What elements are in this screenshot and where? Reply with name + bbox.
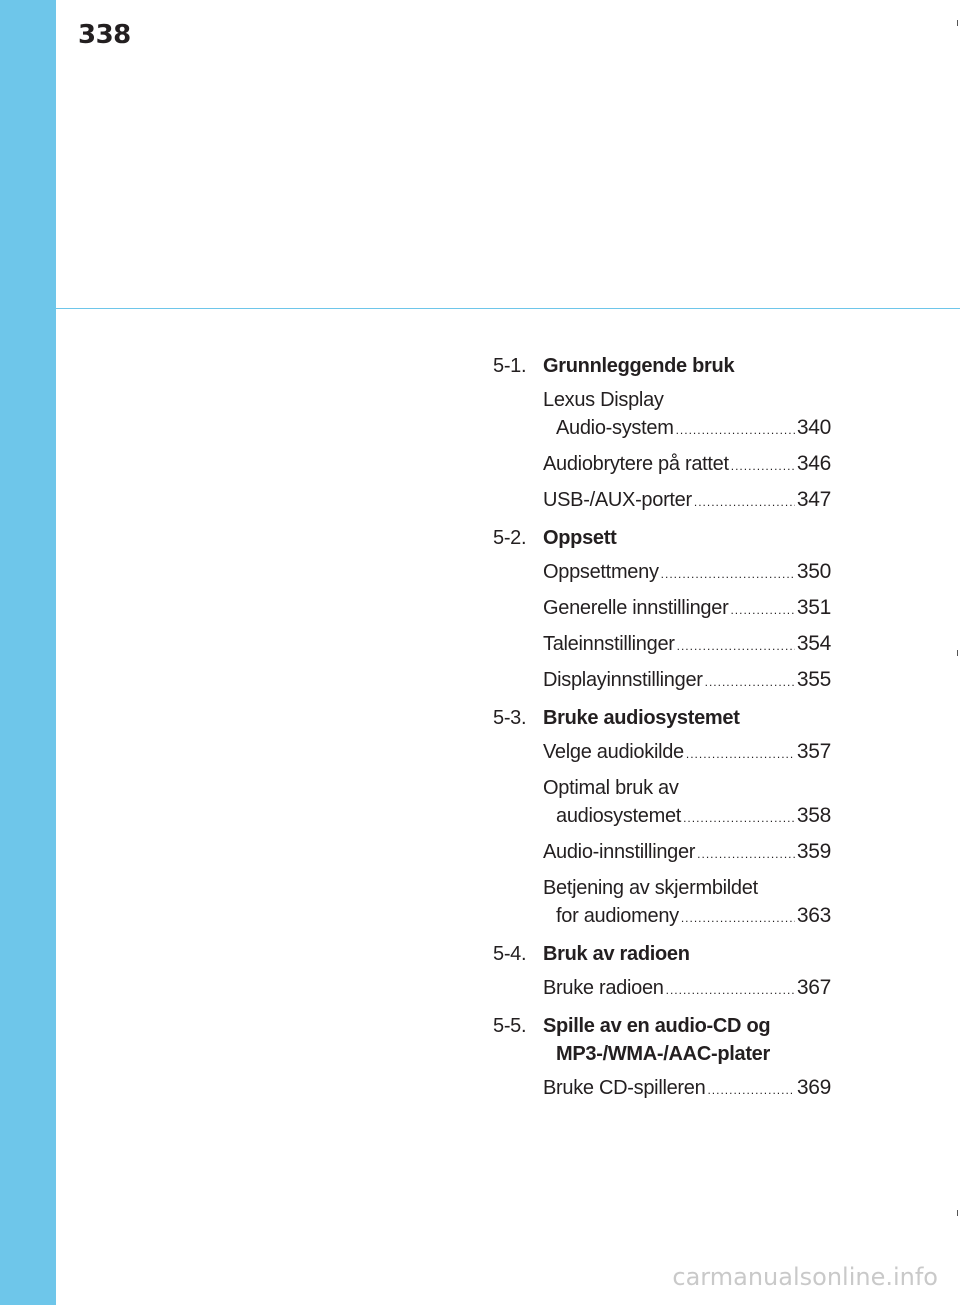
toc-entry-line [543,902,831,932]
section-title-line: MP3-/WMA-/AAC-plater [556,1043,770,1065]
toc-entry-label: Bruke CD-spilleren [543,1077,706,1099]
toc-page-number: 355 [796,668,831,691]
toc-entry-line [543,630,831,660]
toc-section [493,940,831,1004]
section-number: 5-2. [493,527,527,549]
section-title-line: Grunnleggende bruk [543,355,735,377]
toc-entry-label: Audio-system [556,417,674,439]
toc-entry-label: for audiomeny [556,905,679,927]
toc-page-number: 346 [796,452,831,475]
toc-entry-label: Generelle innstillinger [543,597,729,619]
edge-tick-top [957,20,958,26]
toc-entry-line [543,486,831,516]
toc-page-number: 369 [796,1076,831,1099]
section-title [543,704,831,732]
toc-entry[interactable] [543,774,831,832]
dot-leader [661,560,795,588]
dot-leader [694,488,795,516]
toc-entry-line [543,974,831,1004]
toc-entry-line [543,874,831,902]
toc-page-number: 367 [796,976,831,999]
dot-leader [707,1076,794,1104]
page-number: 338 [78,20,131,50]
toc-entry-label: Taleinnstillinger [543,633,675,655]
toc-page-number: 359 [796,840,831,863]
section-title-line: Spille av en audio-CD og [543,1015,771,1037]
toc-entry-label: USB-/AUX-porter [543,489,692,511]
toc-section [493,524,831,696]
dot-leader [676,416,795,444]
section-number: 5-5. [493,1015,527,1037]
dot-leader [683,804,795,832]
section-title [543,940,831,968]
toc-section [493,352,831,516]
toc-entry[interactable] [543,450,831,480]
dot-leader [681,904,795,932]
toc-entry-line [543,738,831,768]
section-title [543,1012,831,1068]
dot-leader [677,632,795,660]
toc-entry-line [543,1074,831,1104]
dot-leader [705,668,795,696]
toc-entry[interactable] [543,974,831,1004]
toc-entry[interactable] [543,486,831,516]
edge-tick-bottom [957,1210,958,1216]
toc-entry-label: Oppsettmeny [543,561,659,583]
toc-entry[interactable] [543,630,831,660]
dot-leader [686,740,795,768]
toc-page-number: 363 [796,904,831,927]
toc-entry[interactable] [543,666,831,696]
header-divider [56,308,960,309]
section-heading[interactable] [493,940,831,968]
toc-page-number: 351 [796,596,831,619]
toc-section [493,704,831,932]
section-title-line: Bruke audiosystemet [543,707,740,729]
toc-page-number: 350 [796,560,831,583]
toc-entry[interactable] [543,738,831,768]
dot-leader [697,840,795,868]
toc-page-number: 354 [796,632,831,655]
table-of-contents [493,352,831,1112]
toc-page-number: 357 [796,740,831,763]
section-number: 5-1. [493,355,527,377]
toc-entry-line [543,450,831,480]
toc-entry[interactable] [543,874,831,932]
dot-leader [731,452,795,480]
toc-entry-line [543,666,831,696]
toc-entry-line [543,838,831,868]
toc-entry[interactable] [543,594,831,624]
section-heading[interactable] [493,704,831,732]
toc-entry-label: Optimal bruk av [543,777,679,799]
toc-entry-label: Displayinnstillinger [543,669,703,691]
toc-page-number: 347 [796,488,831,511]
side-color-strip [0,0,56,1305]
toc-entry-label: Audio-innstillinger [543,841,696,863]
toc-section [493,1012,831,1104]
dot-leader [730,596,794,624]
toc-entry-label: Lexus Display [543,389,664,411]
section-title-line: Bruk av radioen [543,943,690,965]
section-title [543,524,831,552]
toc-entry-line [543,774,831,802]
toc-entry-line [543,558,831,588]
toc-entry-line [543,414,831,444]
section-heading[interactable] [493,524,831,552]
toc-entry-label: Bruke radioen [543,977,664,999]
watermark: carmanualsonline.info [672,1263,938,1291]
toc-entry-label: audiosystemet [556,805,682,827]
toc-entry[interactable] [543,386,831,444]
toc-entry-label: Audiobrytere på rattet [543,453,729,475]
toc-entry-line [543,594,831,624]
edge-tick-middle [957,650,958,656]
section-number: 5-4. [493,943,527,965]
toc-entry[interactable] [543,558,831,588]
dot-leader [666,976,795,1004]
section-heading[interactable] [493,1012,831,1068]
toc-page-number: 340 [796,416,831,439]
toc-entry-line [543,802,831,832]
section-number: 5-3. [493,707,527,729]
section-heading[interactable] [493,352,831,380]
toc-entry-line [543,386,831,414]
section-title-line: Oppsett [543,527,617,549]
toc-page-number: 358 [796,804,831,827]
toc-entry-label: Velge audiokilde [543,741,684,763]
toc-entry[interactable] [543,1074,831,1104]
section-title [543,352,831,380]
toc-entry-label: Betjening av skjermbildet [543,877,758,899]
toc-entry[interactable] [543,838,831,868]
